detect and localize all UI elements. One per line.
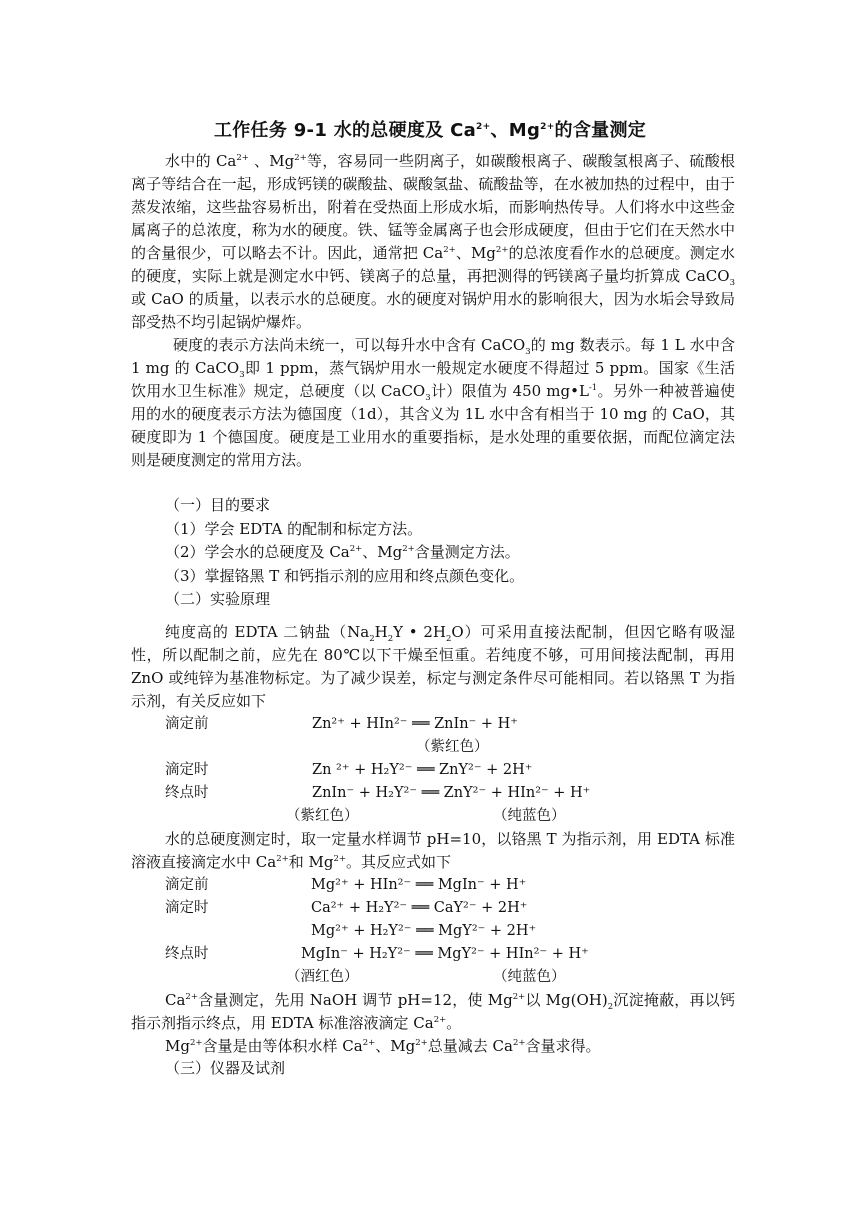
color-note: （纯蓝色） bbox=[493, 969, 566, 985]
equation-label: 终点时 bbox=[165, 785, 209, 801]
section-heading-principle: （二）实验原理 bbox=[165, 590, 271, 608]
equation-label: 滴定时 bbox=[165, 900, 209, 916]
equation: Zn ²⁺ + H₂Y²⁻ ══ ZnY²⁻ + 2H⁺ bbox=[312, 762, 533, 778]
equipment-section bbox=[131, 1057, 735, 1081]
objective-item-2: （2）学会水的总硬度及 $Ca^{2+}$、$Mg^{2+}$含量测定方法。 bbox=[165, 543, 520, 561]
equation: Ca²⁺ + H₂Y²⁻ ══ CaY²⁻ + 2H⁺ bbox=[311, 900, 528, 916]
objective-item-3: （3）掌握铬黑 T 和钙指示剂的应用和终点颜色变化。 bbox=[165, 566, 525, 585]
equation-row bbox=[131, 782, 735, 805]
equation-note-row bbox=[131, 736, 735, 759]
objective-item-1: （1）学会 EDTA 的配制和标定方法。 bbox=[165, 519, 423, 538]
equation-note-row bbox=[131, 805, 735, 828]
page-title: 工作任务 9-1 水的总硬度及 $Ca^{2+}$、$Mg^{2+}$的含量测定 bbox=[213, 120, 647, 141]
equation: Zn²⁺ + HIn²⁻ ══ ZnIn⁻ + H⁺ bbox=[312, 716, 518, 732]
equation-row bbox=[131, 943, 735, 966]
intro-section bbox=[131, 150, 735, 472]
equation-row bbox=[131, 759, 735, 782]
equation-label: 滴定时 bbox=[165, 762, 209, 778]
color-note: （纯蓝色） bbox=[493, 808, 566, 824]
equation-row bbox=[131, 713, 735, 736]
color-note: （紫红色） bbox=[286, 808, 359, 824]
color-note: （紫红色） bbox=[416, 739, 489, 755]
color-note: （酒红色） bbox=[286, 969, 359, 985]
principle-paragraph-2: 水的总硬度测定时，取一定量水样调节 pH=10，以铬黑 T 为指示剂，用 EDTA 标准溶液直接滴定水中 $Ca^{2+}$和 $Mg^{2+}$。其反应式如下 bbox=[131, 830, 735, 871]
equation-label: 终点时 bbox=[165, 946, 209, 962]
equation: ZnIn⁻ + H₂Y²⁻ ══ ZnY²⁻ + HIn²⁻ + H⁺ bbox=[312, 785, 591, 801]
objectives-section bbox=[131, 494, 735, 612]
equation-label: 滴定前 bbox=[165, 716, 209, 732]
equation-note-row bbox=[131, 966, 735, 989]
equation: MgIn⁻ + H₂Y²⁻ ══ MgY²⁻ + HIn²⁻ + H⁺ bbox=[301, 946, 589, 962]
principle-paragraph-4: $Mg^{2+}$含量是由等体积水样 $Ca^{2+}$、$Mg^{2+}$总量减去 $Ca^{2+}$含量求得。 bbox=[165, 1037, 601, 1055]
intro-paragraph-1: 水中的 $Ca^{2+}$ 、$Mg^{2+}$等，容易同一些阴离子，如碳酸根离子、碳酸氢根离子、硫酸根离子等结合在一起，形成钙镁的碳酸盐、碳酸氢盐、硫酸盐等，在水被加热的过程中，由于蒸发浓缩，这些盐容易析出，附着在受热面上形成水垢，而影响热传导。人们将水中这些金属离子的总浓度，称为水的硬度。铁、锰等金属离子也会形成硬度，但由于它们在天然水中的含量很少，可以略去不计。因此，通常把 $Ca^{2+}$、$Mg^{2+}$的总浓度看作水的总硬度。测定水的硬度，实际上就是测定水中钙、镁离子的总量，再把测得的钙镁离子量均折算成 CaCO$_3$或 CaO 的质量，以表示水的总硬度。水的硬度对锅炉用水的影响很大，因为水垢会导致局部受热不均引起锅炉爆炸。 bbox=[131, 152, 735, 331]
principle-paragraph-3: $Ca^{2+}$含量测定，先用 NaOH 调节 pH=12，使 $Mg^{2+}$以 $Mg(OH)_2$沉淀掩蔽，再以钙指示剂指示终点，用 EDTA 标准溶液滴定 $Ca^{2+}$。 bbox=[131, 991, 735, 1032]
principle-section bbox=[131, 621, 735, 1058]
section-heading-objectives: （一）目的要求 bbox=[165, 496, 271, 514]
equation-row bbox=[131, 874, 735, 897]
intro-paragraph-2: 硬度的表示方法尚未统一，可以每升水中含有 CaCO$_3$的 mg 数表示。每 1 L 水中含 1 mg 的 CaCO$_3$即 1 ppm，蒸气锅炉用水一般规定水硬度不得超过 5 ppm。国家《生活饮用水卫生标准》规定，总硬度（以 CaCO$_3$计）限值为 450 $mg•L^{-1}$。另外一种被普遍使用的水的硬度表示方法为德国度（1d），其含义为 1L 水中含有相当于 10 mg 的 CaO，其硬度即为 1 个德国度。硬度是工业用水的重要指标，是水处理的重要依据，而配位滴定法则是硬度测定的常用方法。 bbox=[131, 336, 736, 469]
equation-row bbox=[131, 897, 735, 920]
section-heading-equipment: （三）仪器及试剂 bbox=[165, 1059, 286, 1077]
equation: Mg²⁺ + H₂Y²⁻ ══ MgY²⁻ + 2H⁺ bbox=[311, 923, 537, 939]
equation-label: 滴定前 bbox=[165, 877, 209, 893]
principle-paragraph-1: 纯度高的 EDTA 二钠盐（$Na_2H_2Y$ • $2H_2O$）可采用直接法配制，但因它略有吸湿性，所以配制之前，应先在 80℃以下干燥至恒重。若纯度不够，可用间接法配制，再用 ZnO 或纯锌为基准物标定。为了减少误差，标定与测定条件尽可能相同。若以铬黑 T 为指示剂，有关反应如下 bbox=[131, 623, 735, 710]
equation: Mg²⁺ + HIn²⁻ ══ MgIn⁻ + H⁺ bbox=[311, 877, 527, 893]
equation-row bbox=[131, 920, 735, 943]
